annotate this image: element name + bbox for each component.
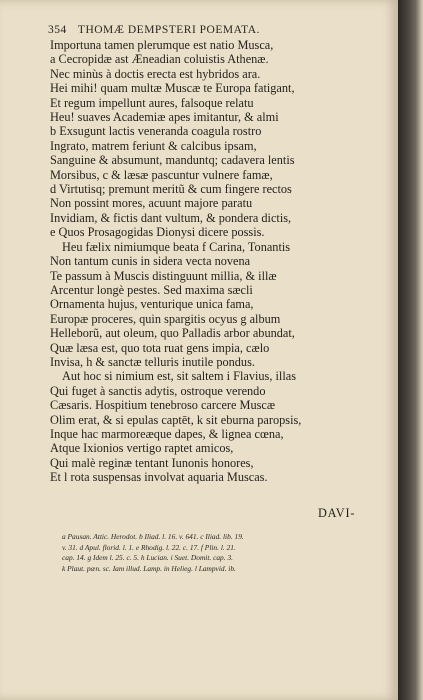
verse-line: b Exsugunt lactis veneranda coagula rostro [50, 124, 262, 139]
verse-line: a Cecropidæ ast Æneadian coluistis Athenæ. [50, 52, 269, 67]
catchword: DAVI- [318, 506, 356, 520]
verse-line: Non tantum cunis in sidera vecta novena [50, 254, 251, 269]
verse-line: Importuna tamen plerumque est natio Musca, [50, 38, 274, 52]
verse-line: Heu fælix nimiumque beata f Carina, Tonantis [62, 239, 291, 254]
book-gutter [398, 0, 423, 700]
verse-line: Heu! suaves Academiæ apes imitantur, & almi [50, 110, 279, 125]
verse-line: Aut hoc si nimium est, sit saltem i Flavius, illas [62, 369, 296, 384]
poem-text [50, 38, 395, 485]
verse-line: Cæsaris. Hospitium tenebroso carcere Muscæ [50, 398, 276, 413]
verse-line: Et regum impellunt aures, falsoque relatu [50, 95, 254, 110]
footnotes [62, 532, 394, 574]
verse-line: Sanguine & absumunt, manduntq; cadavera lentis [50, 153, 295, 168]
verse-line: Et l rota suspensas involvat aquaria Muscas. [50, 470, 268, 485]
footnote-line: k Plaut. pæn. sc. Iam illud. Lamp. in Helieg. l Lampvid. ib. [62, 563, 236, 573]
page-number: 354 [48, 24, 67, 36]
verse-line: Invisa, h & sanctæ telluris inutile pondus. [50, 354, 255, 369]
footnote-line: cap. 14. g Idem l. 25. c. 5. h Lucian. i Suet. Domit. cap. 3. [62, 553, 233, 562]
verse-line: Inque hac marmoreæque dapes, & lignea cœna, [50, 426, 284, 441]
verse-line: e Quos Prosagogidas Dionysi dicere possis. [50, 225, 265, 240]
verse-line: Non possint mores, acuunt majore paratu [50, 196, 253, 211]
verse-line: Europæ proceres, quin spargitis ocyus g album [50, 311, 281, 326]
verse-line: Nec minùs à doctis erecta est hybridos ara. [50, 66, 261, 81]
verse-line: Morsibus, c & læsæ pascuntur vulnere famæ, [50, 167, 273, 182]
page-header [48, 24, 388, 36]
running-title: THOMÆ DEMPSTERI POEMATA. [77, 24, 260, 36]
verse-line: Hei mihi! quam multæ Muscæ te Europa fatigant, [50, 81, 295, 96]
verse-line: Qui malè reginæ tentant Iunonis honores, [50, 455, 254, 470]
verse-line: Atque Ixionios vertigo raptet amicos, [50, 441, 234, 456]
verse-line: d Virtutisq; premunt meritũ & cum fingere rectos [50, 182, 292, 197]
footnote-line: a Pausan. Attic. Herodot. b Iliad. l. 16. v. 641. c Iliad. lib. 19. [62, 532, 244, 541]
verse-line: Quæ læsa est, quo tota ruat gens impia, cælo [50, 340, 270, 355]
verse-line: Qui fuget à sanctis adytis, ostroque verendo [50, 383, 266, 398]
verse-line: Arcentur longè pestes. Sed maxima sæcli [50, 282, 253, 297]
verse-line: Helleborũ, aut oleum, quo Palladis arbor abundat, [50, 326, 295, 341]
verse-line: Te passum à Muscis distinguunt millia, & illæ [50, 268, 277, 283]
verse-line: Ingrato, matrem feriunt & calcibus ipsam, [50, 138, 257, 153]
footnote-line: v. 31. d Apul. florid. l. 1. e Rhodig. l. 22. c. 17. f Plin. l. 21. [62, 542, 236, 552]
verse-line: Olim erat, & si epulas captēt, k sit eburna paropsis, [50, 412, 302, 427]
verse-line: Invidiam, & fictis dant vultum, & pondera dictis, [50, 210, 292, 225]
verse-line: Ornamenta hujus, venturique unica fama, [50, 297, 254, 312]
